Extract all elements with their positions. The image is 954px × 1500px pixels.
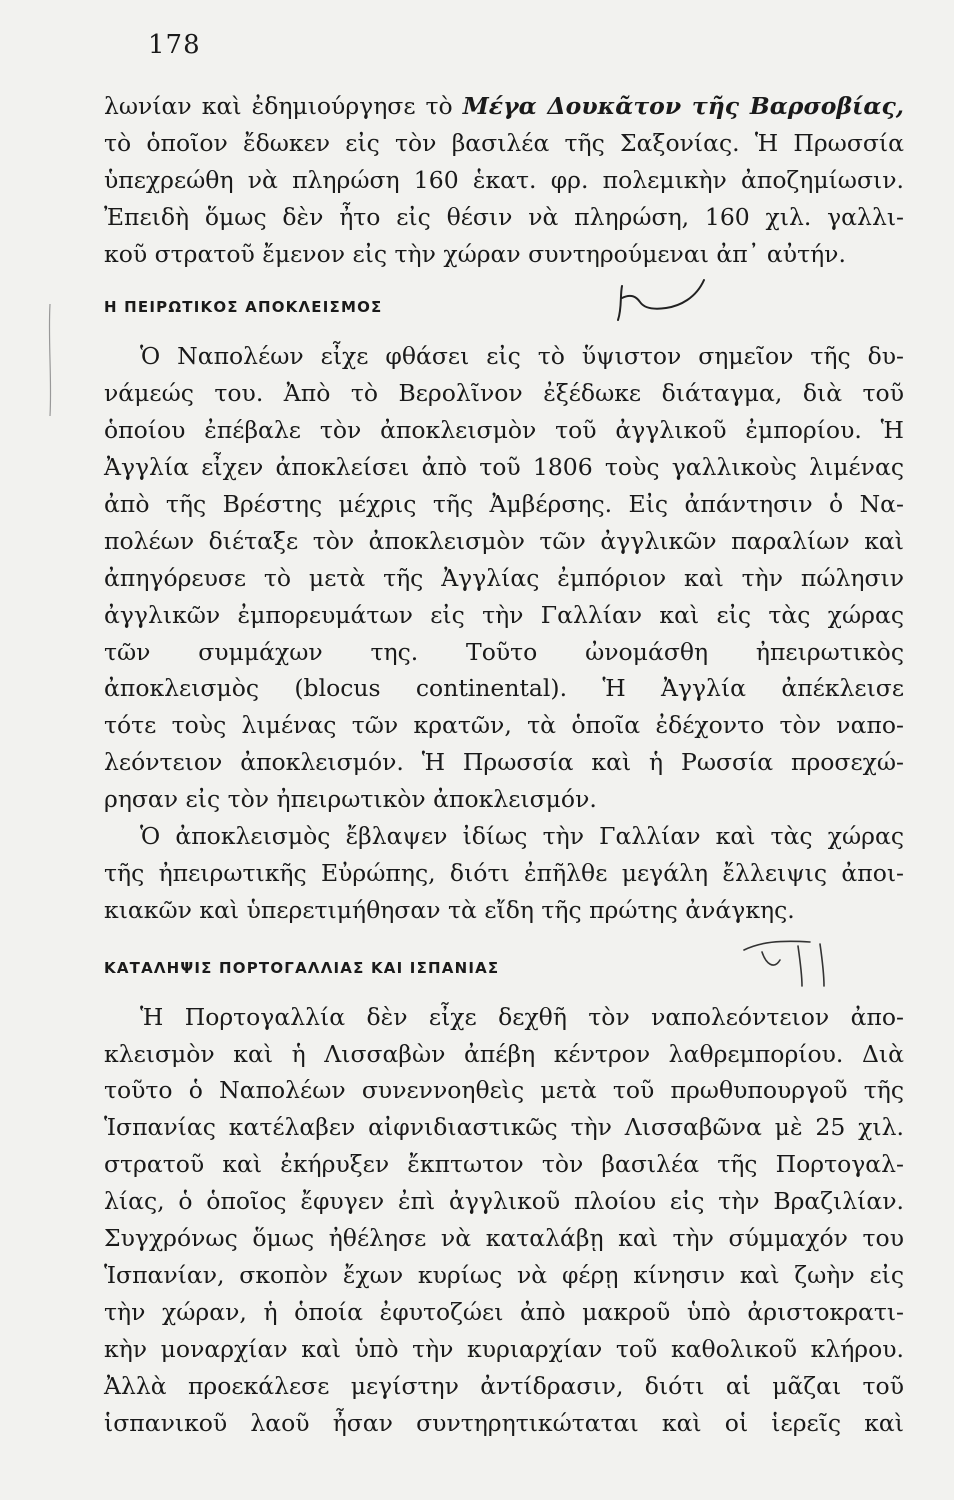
page-body: [104, 88, 904, 1441]
text-line: Συγχρόνως ὅμως ἠθέλησε νὰ καταλάβῃ καὶ τὴν σύμμαχόν του: [104, 1224, 904, 1253]
text-line: λωνίαν καὶ ἐδημιούργησε τὸ Μέγα Δουκᾶτον τῆς Βαρσοβίας,: [104, 92, 904, 120]
text-line: ἀγγλικῶν ἐμπορευμάτων εἰς τὴν Γαλλίαν καὶ εἰς τὰς χώρας: [104, 600, 904, 629]
text-line: πολέων διέταξε τὸν ἀποκλεισμὸν τῶν ἀγγλικῶν παραλίων καὶ: [104, 526, 904, 555]
text-line: κοῦ στρατοῦ ἔμενον εἰς τὴν χώραν συντηρούμεναι ἀπ᾿ αὐτήν.: [104, 239, 846, 268]
text-line: τοῦτο ὁ Ναπολέων συνεννοηθεὶς μετὰ τοῦ πρωθυπουργοῦ τῆς: [104, 1076, 904, 1105]
text-line: τότε τοὺς λιμένας τῶν κρατῶν, τὰ ὁποῖα ἐδέχοντο τὸν ναπο-: [104, 711, 904, 740]
text-line: Ἀλλὰ προεκάλεσε μεγίστην ἀντίδρασιν, διότι αἱ μᾶζαι τοῦ: [104, 1371, 904, 1400]
text-line: Ὁ ἀποκλεισμὸς ἔβλαψεν ἰδίως τὴν Γαλλίαν καὶ τὰς χώρας: [140, 822, 904, 851]
section-heading-portugal-spain: ΚΑΤΑΛΗΨΙΣ ΠΟΡΤΟΓΑΛΛΙΑΣ ΚΑΙ ΙΣΠΑΝΙΑΣ: [104, 958, 500, 977]
text-line: κὴν μοναρχίαν καὶ ὑπὸ τὴν κυριαρχίαν τοῦ καθολικοῦ κλήρου.: [104, 1334, 904, 1363]
text-line: ἀπὸ τῆς Βρέστης μέχρις τῆς Ἀμβέρσης. Εἰς ἀπάντησιν ὁ Να-: [104, 490, 904, 519]
text-line: τῆς ἠπειρωτικῆς Εὐρώπης, διότι ἐπῆλθε μεγάλη ἔλλειψις ἀποι-: [104, 858, 904, 887]
text-line: Ὁ Ναπολέων εἶχε φθάσει εἰς τὸ ὕψιστον σημεῖον τῆς δυ-: [140, 342, 904, 371]
page-number: 178: [148, 30, 201, 60]
text-line: Ἱσπανίαν, σκοπὸν ἔχων κυρίως νὰ φέρῃ κίνησιν καὶ ζωὴν εἰς: [104, 1260, 904, 1289]
text-line: στρατοῦ καὶ ἐκήρυξεν ἔκπτωτον τὸν βασιλέα τῆς Πορτογαλ-: [104, 1150, 904, 1179]
text-line: Ἀγγλία εἶχεν ἀποκλείσει ἀπὸ τοῦ 1806 τοὺς γαλλικοὺς λιμένας: [104, 453, 904, 482]
text-line: ὁποίου ἐπέβαλε τὸν ἀποκλεισμὸν τοῦ ἀγγλικοῦ ἐμπορίου. Ἡ: [104, 416, 904, 445]
text-line: νάμεώς του. Ἀπὸ τὸ Βερολῖνον ἐξέδωκε διάταγμα, διὰ τοῦ: [104, 379, 904, 408]
text-line: λεόντειον ἀποκλεισμόν. Ἡ Πρωσσία καὶ ἡ Ρωσσία προσεχώ-: [104, 748, 904, 777]
text-line: τὸ ὁποῖον ἔδωκεν εἰς τὸν βασιλέα τῆς Σαξονίας. Ἡ Πρωσσία: [104, 128, 904, 157]
text-line: ἀποκλεισμὸς (blocus continental). Ἡ Ἀγγλία ἀπέκλεισε: [104, 674, 904, 703]
text-line: Ἡ Πορτογαλλία δὲν εἶχε δεχθῆ τὸν ναπολεόντειον ἀπο-: [140, 1002, 904, 1031]
text-line: Ἱσπανίας κατέλαβεν αἰφνιδιαστικῶς τὴν Λισσαβῶνα μὲ 25 χιλ.: [104, 1113, 904, 1142]
text-line: τὴν χώραν, ἡ ὁποία ἐφυτοζώει ἀπὸ μακροῦ ὑπὸ ἀριστοκρατι-: [104, 1297, 904, 1326]
text-line: τῶν συμμάχων της. Τοῦτο ὠνομάσθη ἠπειρωτικὸς: [104, 637, 904, 666]
text-line: κλεισμὸν καὶ ἡ Λισσαβὼν ἀπέβη κέντρον λαθρεμπορίου. Διὰ: [104, 1039, 904, 1068]
text-line: Ἐπειδὴ ὅμως δὲν ἦτο εἰς θέσιν νὰ πληρώση, 160 χιλ. γαλλι-: [104, 202, 904, 231]
text-line: ἀπηγόρευσε τὸ μετὰ τῆς Ἀγγλίας ἐμπόριον καὶ τὴν πώλησιν: [104, 563, 904, 592]
text-line: ἱσπανικοῦ λαοῦ ἦσαν συντηρητικώταται καὶ οἱ ἱερεῖς καὶ: [104, 1408, 904, 1437]
text-line: κιακῶν καὶ ὑπερετιμήθησαν τὰ εἴδη τῆς πρώτης ἀνάγκης.: [104, 895, 795, 924]
margin-line-mark: [30, 300, 70, 420]
section-heading-continental-blockade: Η ΠΕΙΡΩΤΙΚΟΣ ΑΠΟΚΛΕΙΣΜΟΣ: [104, 298, 383, 317]
text-line: ὑπεχρεώθη νὰ πληρώση 160 ἑκατ. φρ. πολεμικὴν ἀποζημίωσιν.: [104, 165, 904, 194]
text-line: λίας, ὁ ὁποῖος ἔφυγεν ἐπὶ ἀγγλικοῦ πλοίου εἰς τὴν Βραζιλίαν.: [104, 1187, 904, 1216]
text-line: ρησαν εἰς τὸν ἠπειρωτικὸν ἀποκλεισμόν.: [104, 785, 597, 814]
